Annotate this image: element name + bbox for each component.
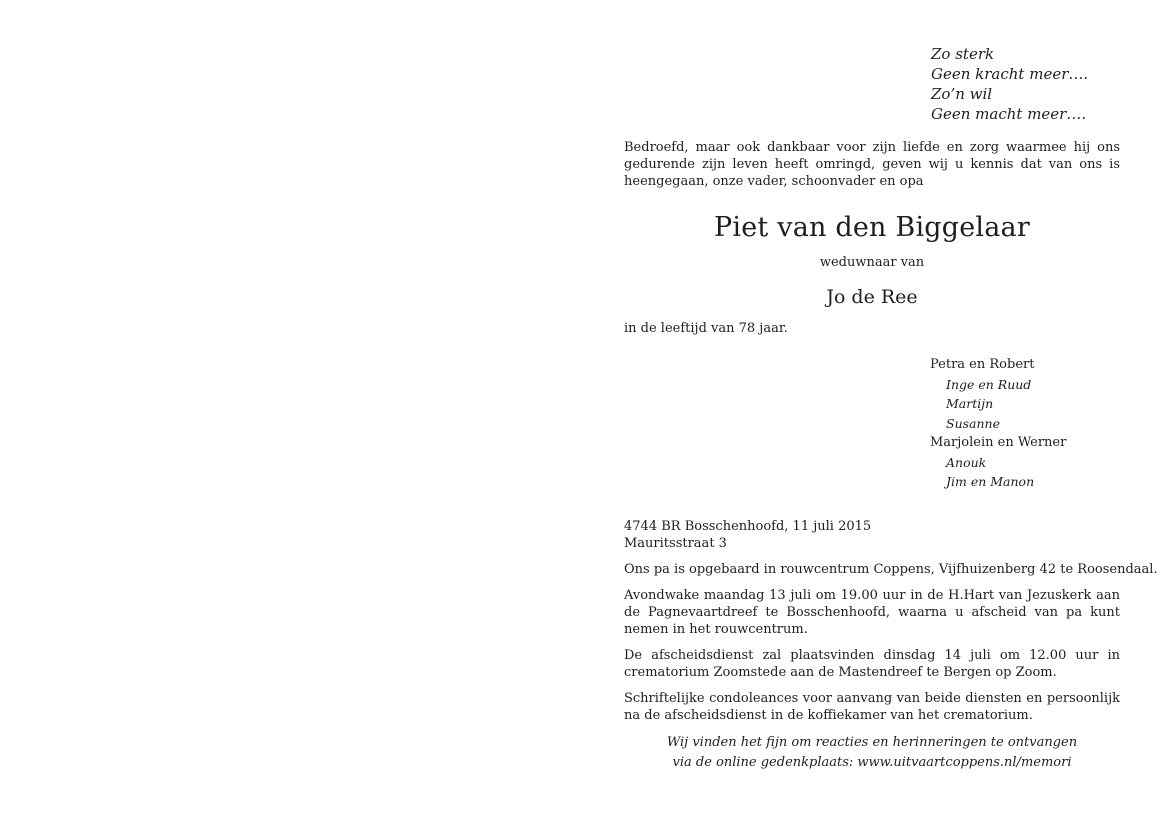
widower-label: weduwnaar van [819,255,925,270]
closing-line: via de online gedenkplaats: www.uitvaartcoppens.nl/memori [672,754,1072,770]
announcement-column [624,44,1158,773]
poem-line: Zo sterk [931,45,995,63]
closing-line: Wij vinden het fijn om reacties en herinneringen te ontvangen [666,734,1078,750]
poem-line: Geen macht meer…. [931,105,1087,123]
grandchild: Inge en Ruud [946,376,1032,392]
closing-note [624,733,1120,773]
address-line: 4744 BR Bosschenhoofd, 11 juli 2015 [624,518,872,534]
info-paragraph: De afscheidsdienst zal plaatsvinden dinsdag 14 juli om 12.00 uur in crematorium Zoomstede aan de Mastendreef te Bergen op Zoom. [624,647,1120,680]
partner-name: Jo de Ree [826,286,918,308]
deceased-name: Piet van den Biggelaar [714,212,1030,243]
family-pair: Marjolein en Werner [930,435,1067,450]
info-paragraph: Schriftelijke condoleances voor aanvang van beide diensten en persoonlijk na de afscheidsdienst in de koffiekamer van het crematorium. [624,690,1120,723]
poem-line: Geen kracht meer…. [931,65,1089,83]
poem [931,44,1120,124]
grandchild: Jim en Manon [946,474,1035,489]
age-line: in de leeftijd van 78 jaar. [624,321,788,336]
family-list [930,355,1120,492]
family-pair: Petra en Robert [930,357,1035,372]
grandchild: Martijn [946,396,994,411]
address-line: Mauritsstraat 3 [624,535,727,551]
grandchild: Susanne [946,415,1000,431]
poem-line: Zo’n wil [931,85,993,103]
intro-text: Bedroefd, maar ook dankbaar voor zijn liefde en zorg waarmee hij ons gedurende zijn leven heeft omringd, geven wij u kennis dat van ons is heengegaan, onze vader, schoonvader en opa [624,140,1120,189]
info-paragraph: Ons pa is opgebaard in rouwcentrum Coppens, Vijfhuizenberg 42 te Roosendaal. [624,561,1158,577]
info-paragraph: Avondwake maandag 13 juli om 19.00 uur in de H.Hart van Jezuskerk aan de Pagnevaartdreef te Bosschenhoofd, waarna u afscheid van pa kunt nemen in het rouwcentrum. [624,587,1120,637]
address-block [624,518,1120,552]
grandchild: Anouk [946,454,987,470]
